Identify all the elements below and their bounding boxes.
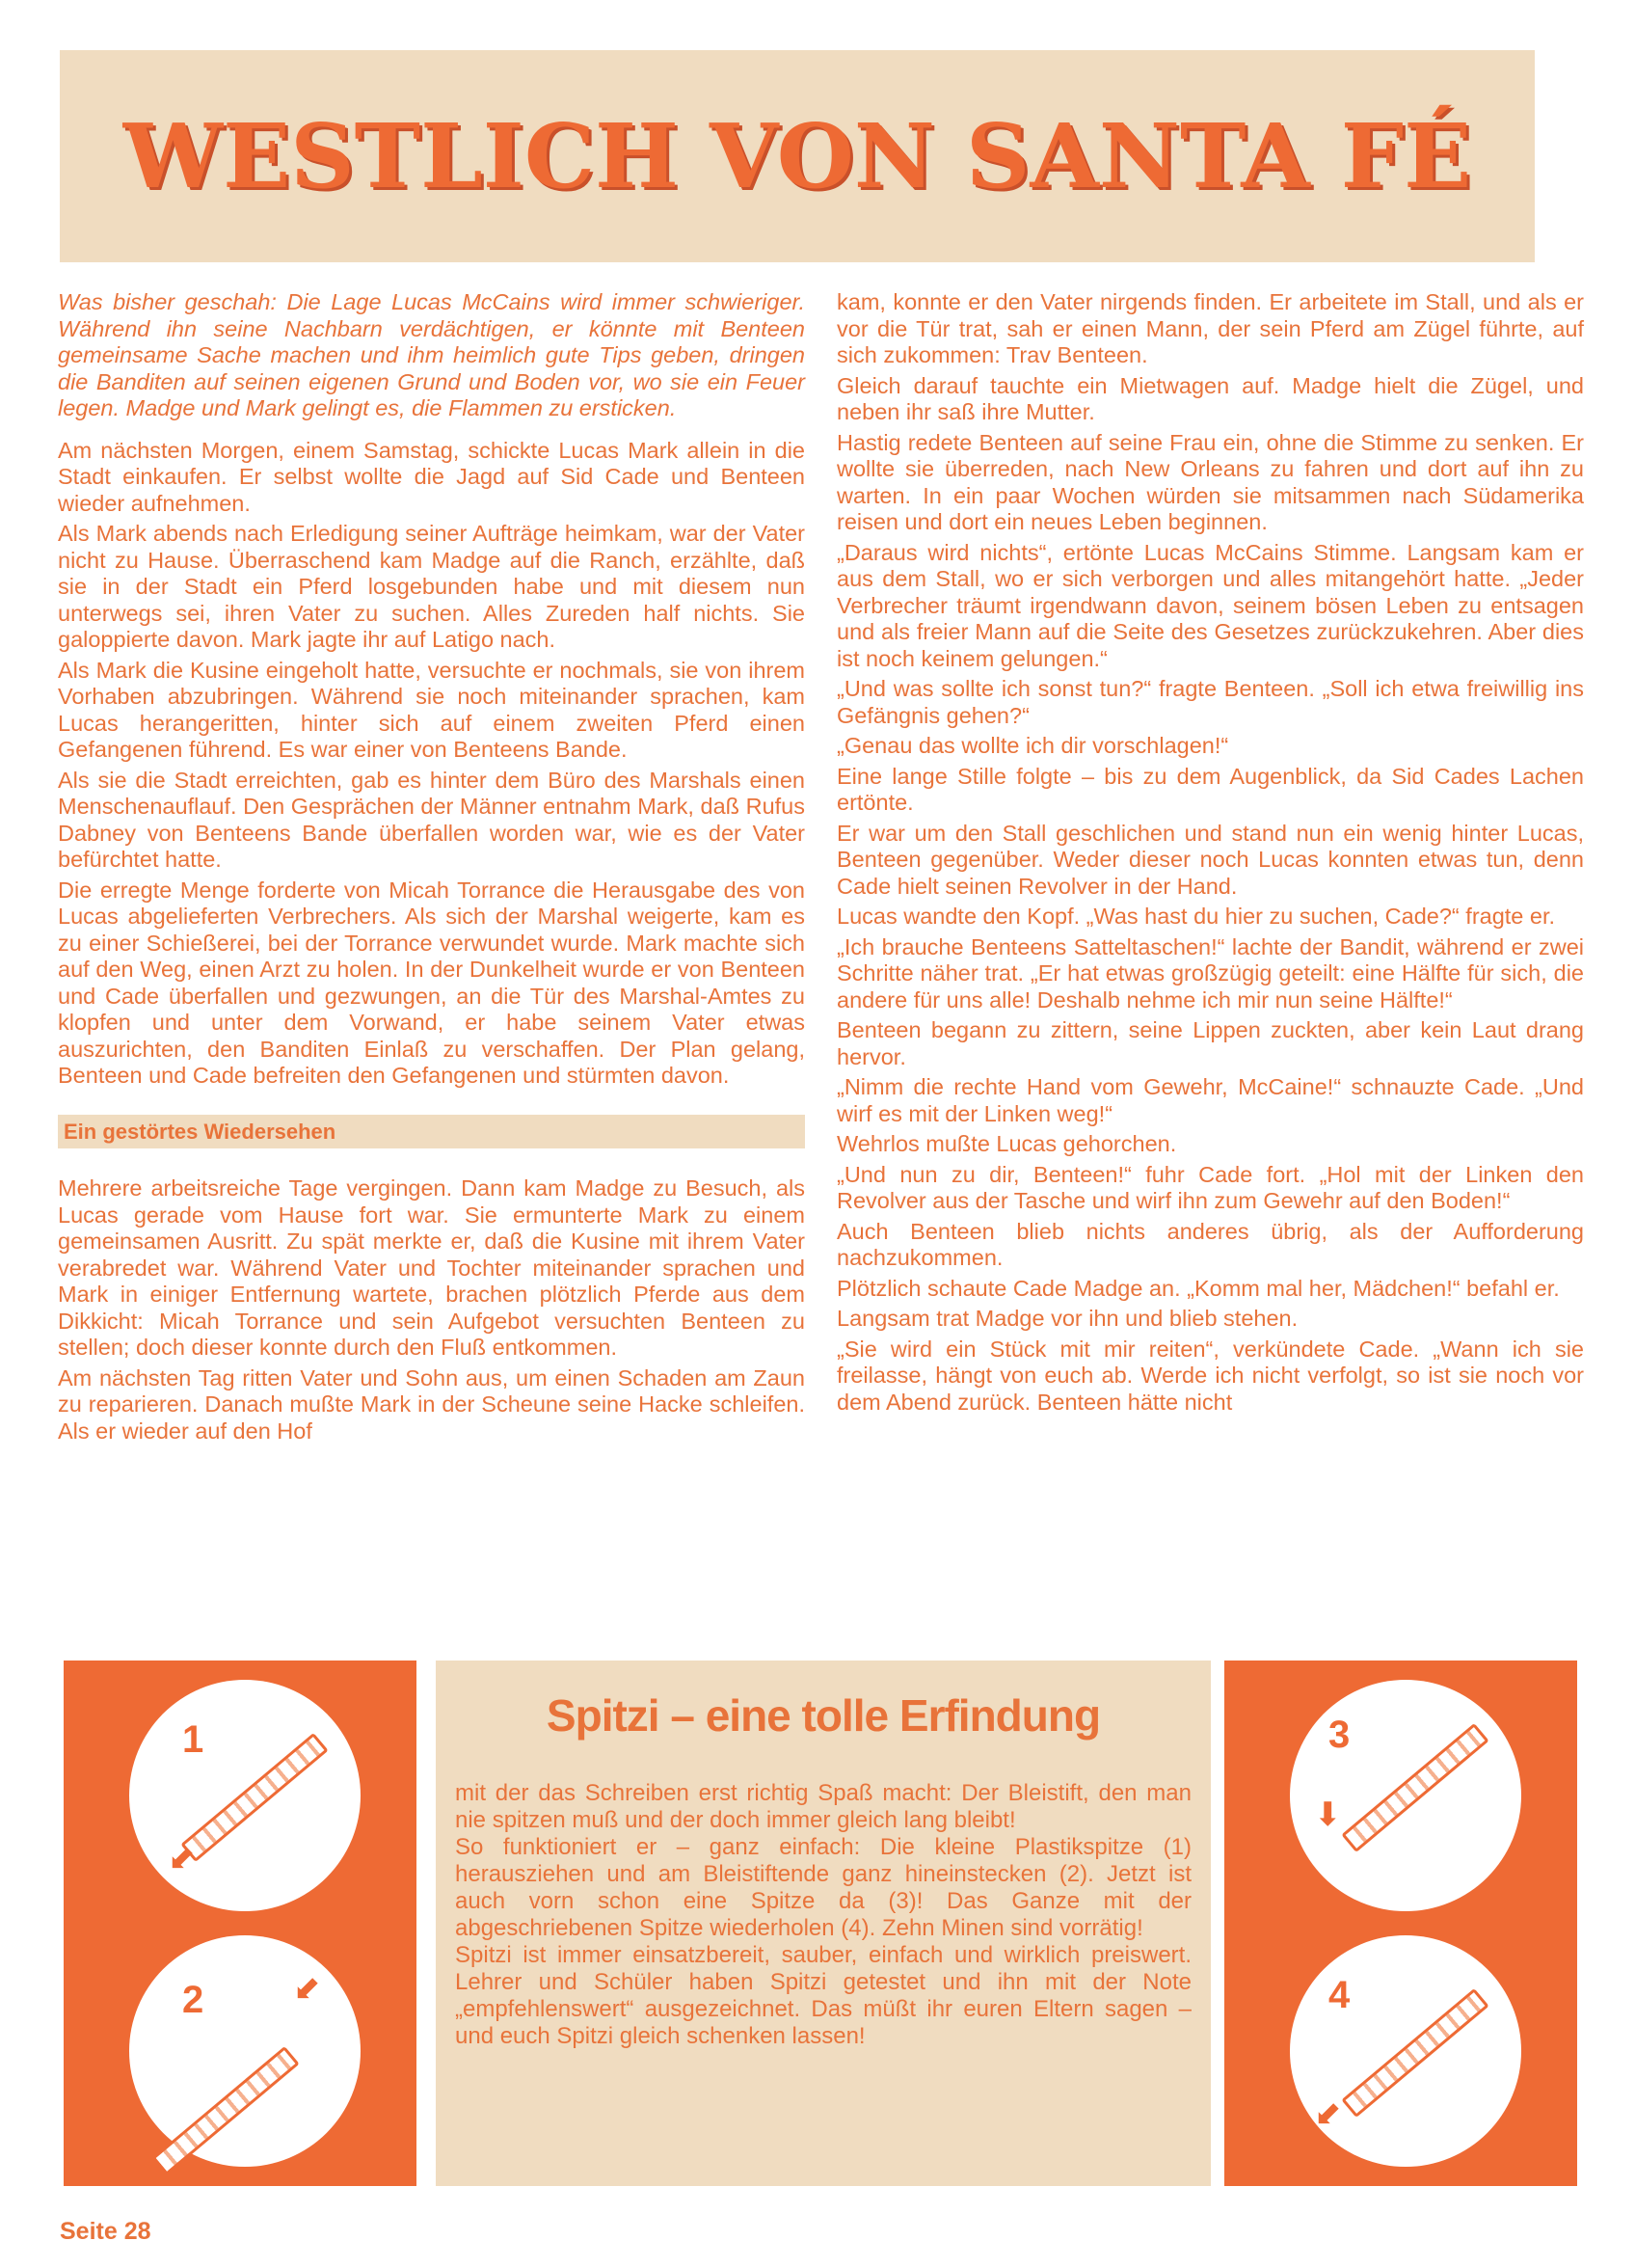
step-1-illustration (129, 1680, 361, 1911)
arrow-icon: ⬋ (1314, 2095, 1342, 2132)
step-number: 2 (182, 1979, 204, 2021)
title-banner (60, 50, 1535, 262)
paragraph: Wehrlos mußte Lucas gehorchen. (837, 1131, 1177, 1156)
pencil-icon (1341, 1988, 1488, 2118)
paragraph: Eine lange Stille folgte – bis zu dem Augenblick, da Sid Cades Lachen ertönte. (837, 763, 1584, 815)
step-3-illustration (1290, 1680, 1521, 1911)
paragraph: „Nimm die rechte Hand vom Gewehr, McCaine!“ schnauzte Cade. „Und wirf es mit der Linken weg!“ (837, 1074, 1584, 1126)
paragraph: Als sie die Stadt erreichten, gab es hinter dem Büro des Marshals einen Menschenauflauf. Den Gesprächen der Männer entnahm Mark, daß Rufus Dabney von Benteens Bande überfallen worden war, wie es der Vater befürchtet hatte. (58, 767, 805, 872)
page-number: Seite 28 (60, 2218, 151, 2245)
step-4-illustration (1290, 1935, 1521, 2167)
paragraph: Die erregte Menge forderte von Micah Torrance die Herausgabe des von Lucas abgelieferten Verbrechers. Als sich der Marshal weigerte, kam es zu einer Schießerei, bei der Torrance verwundet wurde. Mark machte sich auf den Weg, einen Arzt zu holen. In der Dunkelheit wurde er von Benteen und Cade überfallen und gezwungen, an die Tür des Marshal-Amtes zu klopfen und unter dem Vorwand, er habe seinem Vater etwas auszurichten, den Banditen Einlaß zu verschaffen. Der Plan gelang, Benteen und Cade befreiten den Gefangenen und stürmten davon. (58, 877, 805, 1088)
illustration-panel-left (64, 1660, 416, 2186)
paragraph: Hastig redete Benteen auf seine Frau ein, ohne die Stimme zu senken. Er wollte sie überreden, nach New Orleans zu fahren und dort auf ihn zu warten. In ein paar Wochen würden sie mitsammen nach Südamerika reisen und dort ein neues Leben beginnen. (837, 429, 1584, 534)
paragraph: „Daraus wird nichts“, ertönte Lucas McCains Stimme. Langsam kam er aus dem Stall, wo er sich verborgen und alles mitangehört hatte. „Jeder Verbrecher träumt irgendwann davon, seinem bösen Leben zu entsagen und als freier Mann auf die Seite des Gesetzes zurückzukehren. Aber dies ist noch keinem gelungen.“ (837, 539, 1584, 671)
ad-title: Spitzi – eine tolle Erfindung (546, 1690, 1101, 1741)
paragraph: „Genau das wollte ich dir vorschlagen!“ (837, 733, 1229, 758)
illustration-panel-right (1224, 1660, 1577, 2186)
paragraph: „Und nun zu dir, Benteen!“ fuhr Cade fort. „Hol mit der Linken den Revolver aus der Tasche und wirf ihn zum Gewehr auf den Boden!“ (837, 1161, 1584, 1213)
paragraph: Am nächsten Morgen, einem Samstag, schickte Lucas Mark allein in die Stadt einkaufen. Er selbst wollte die Jagd auf Sid Cade und Benteen wieder aufnehmen. (58, 437, 805, 516)
right-column (837, 289, 1584, 1419)
paragraph: „Sie wird ein Stück mit mir reiten“, verkündete Cade. „Wann ich sie freilasse, hängt von euch ab. Werde ich nicht verfolgt, so ist sie noch vor dem Abend zurück. Benteen hätte nicht (837, 1336, 1584, 1415)
paragraph: Am nächsten Tag ritten Vater und Sohn aus, um einen Schaden am Zaun zu reparieren. Danach mußte Mark in der Scheune seine Hacke schleifen. Als er wieder auf den Hof (58, 1364, 805, 1444)
pencil-icon (151, 2046, 299, 2175)
step-number: 4 (1328, 1974, 1351, 2016)
arrow-icon: ⬋ (168, 1840, 196, 1876)
step-number: 1 (182, 1718, 204, 1761)
paragraph: Mehrere arbeitsreiche Tage vergingen. Dann kam Madge zu Besuch, als Lucas gerade vom Hause fort war. Sie ermunterte Mark zu einem gemeinsamen Ausritt. Zu spät merkte er, daß die Kusine mit ihrem Vater verabredet war. Während Vater und Tochter miteinander sprachen und Mark in einiger Entfernung wartete, brachen plötzlich Pferde aus dem Dikkicht: Micah Torrance und sein Aufgebot versuchten Benteen zu stellen; doch dieser konnte durch den Fluß entkommen. (58, 1175, 805, 1360)
ad-paragraph: mit der das Schreiben erst richtig Spaß macht: Der Bleistift, den man nie spitzen muß und der doch immer gleich lang bleibt! (455, 1780, 1192, 1833)
ad-paragraph: So funktioniert er – ganz einfach: Die kleine Plastikspitze (1) herausziehen und am Bleistiftende ganz hineinstecken (2). Jetzt ist auch vorn schon eine Spitze da (3)! Das Ganze mit der abgeschriebenen Spitze wiederholen (4). Zehn Minen sind vorrätig! (455, 1834, 1192, 1941)
paragraph: kam, konnte er den Vater nirgends finden. Er arbeitete im Stall, und als er vor die Tür trat, sah er einen Mann, der sein Pferd am Zügel führte, auf sich zukommen: Trav Benteen. (837, 289, 1584, 367)
arrow-icon: ⬋ (293, 1970, 321, 2007)
step-number: 3 (1328, 1714, 1351, 1756)
paragraph: Auch Benteen blieb nichts anderes übrig, als der Aufforderung nachzukommen. (837, 1218, 1584, 1270)
paragraph: Als Mark die Kusine eingeholt hatte, versuchte er nochmals, sie von ihrem Vorhaben abzubringen. Während sie noch miteinander sprachen, kam Lucas herangeritten, hinter sich auf einem zweiten Pferd einen Gefangenen führend. Es war einer von Benteens Bande. (58, 657, 805, 762)
ad-paragraph: Spitzi ist immer einsatzbereit, sauber, einfach und wirklich preiswert. Lehrer und Schüler haben Spitzi getestet und ihn mit der Note „empfehlenswert“ ausgezeichnet. Das müßt ihr euren Eltern sagen – und euch Spitzi gleich schenken lassen! (455, 1942, 1192, 2049)
paragraph: Er war um den Stall geschlichen und stand nun ein wenig hinter Lucas, Benteen gegenüber. Weder dieser noch Lucas konnten etwas tun, denn Cade hielt seinen Revolver in der Hand. (837, 820, 1584, 899)
paragraph: „Und was sollte ich sonst tun?“ fragte Benteen. „Soll ich etwa freiwillig ins Gefängnis gehen?“ (837, 676, 1584, 728)
step-2-illustration (129, 1935, 361, 2167)
arrow-icon: ⬇ (1314, 1796, 1342, 1833)
intro-summary: Was bisher geschah: Die Lage Lucas McCains wird immer schwieriger. Während ihn seine Nachbarn verdächtigen, er könnte mit Benteen gemeinsame Sache machen und ihm heimlich gute Tips geben, dringen die Banditen auf seinen eigenen Grund und Boden vor, wo sie ein Feuer legen. Madge und Mark gelingt es, die Flammen zu ersticken. (58, 289, 805, 420)
subheading: Ein gestörtes Wiedersehen (58, 1115, 805, 1149)
paragraph: „Ich brauche Benteens Satteltaschen!“ lachte der Bandit, während er zwei Schritte näher trat. „Er hat etwas großzügig geteilt: eine Hälfte für sich, die andere für uns alle! Deshalb nehme ich mir nun seine Hälfte!“ (837, 933, 1584, 1012)
left-column (58, 289, 805, 1448)
paragraph: Benteen begann zu zittern, seine Lippen zuckten, aber kein Laut drang hervor. (837, 1017, 1584, 1069)
paragraph: Als Mark abends nach Erledigung seiner Aufträge heimkam, war der Vater nicht zu Hause. Überraschend kam Madge auf die Ranch, erzählte, daß sie in der Stadt ein Pferd losgebunden habe und mit diesem nun unterwegs sei, ihren Vater zu suchen. Alles Zureden half nichts. Sie galoppierte davon. Mark jagte ihr auf Latigo nach. (58, 521, 805, 652)
spitzi-ad (436, 1660, 1211, 2186)
paragraph: Plötzlich schaute Cade Madge an. „Komm mal her, Mädchen!“ befahl er. (837, 1275, 1560, 1301)
pencil-icon (1341, 1723, 1488, 1852)
paragraph: Gleich darauf tauchte ein Mietwagen auf. Madge hielt die Zügel, und neben ihr saß ihre Mutter. (837, 372, 1584, 424)
paragraph: Lucas wandte den Kopf. „Was hast du hier zu suchen, Cade?“ fragte er. (837, 904, 1556, 929)
page-title: WESTLICH VON SANTA FÉ (122, 103, 1472, 208)
paragraph: Langsam trat Madge vor ihn und blieb stehen. (837, 1306, 1299, 1331)
